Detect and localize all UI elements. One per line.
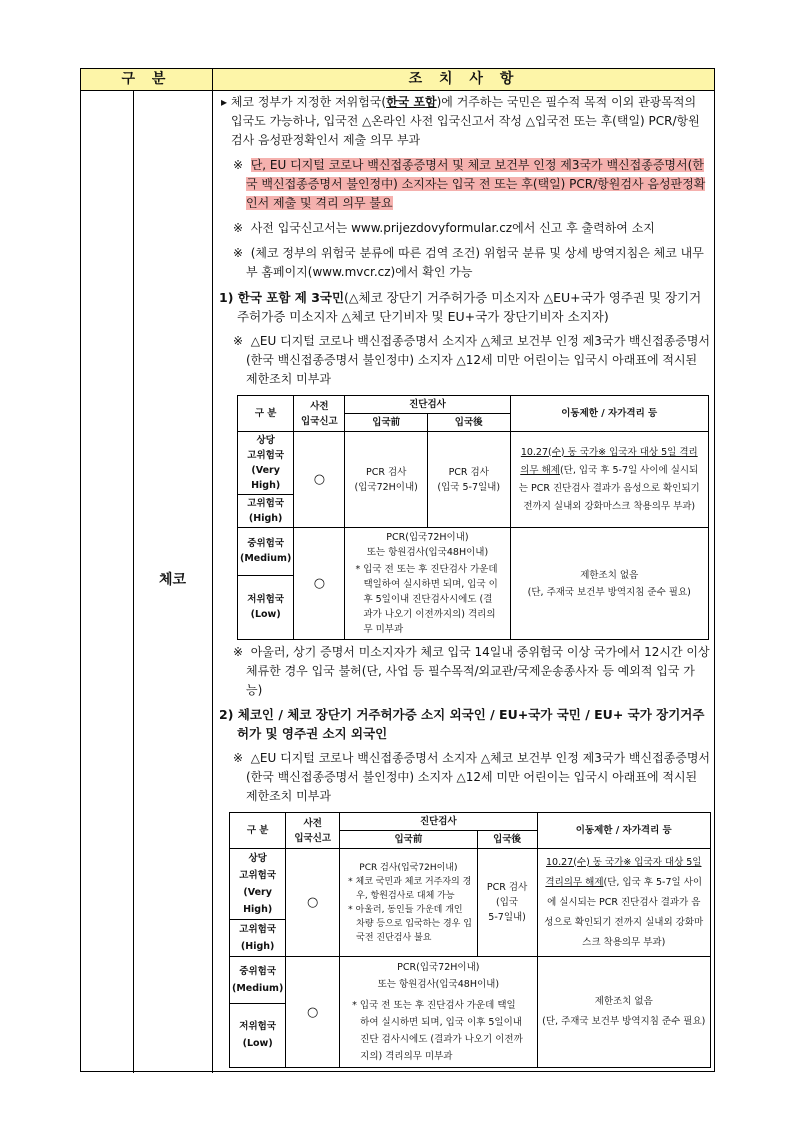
section-1-title-bold: 1) 한국 포함 제 3국민 <box>219 290 345 305</box>
intro-pre: ▸ 체코 정부가 지정한 저위험국( <box>221 95 387 109</box>
header-measures: 조 치 사 항 <box>408 71 520 87</box>
col-before-entry: 입국前 <box>345 414 428 432</box>
note-mark: ※ <box>233 158 244 172</box>
section-2-title: 2) 체코인 / 체코 장단기 거주허가증 소지 외국인 / EU+국가 국민 / EU+ 국가 장기거주허가 및 영주권 소지 외국인 <box>219 707 705 741</box>
table-header <box>81 69 714 91</box>
row-medium: 중위험국 (Medium) <box>238 528 294 576</box>
note-mark: ※ <box>233 334 244 348</box>
note-form <box>219 219 711 238</box>
section-1-title <box>219 288 711 326</box>
high-release-text: 10.27(수) 동 국가※ 입국자 대상 5일 격리의무 해제 <box>545 856 702 888</box>
row-medium: 중위험국 (Medium) <box>230 957 286 1004</box>
high-condition-text: (단, 입국 후 5-7일 사이에 실시되는 PCR 진단검사 결과가 음성으로 확인되기 전까지 실내외 강화마스크 착용의무 부과) <box>518 464 700 512</box>
page-frame <box>80 68 715 1072</box>
cell-low-testing <box>345 528 510 640</box>
note-exemption <box>219 156 711 213</box>
note-mark: ※ <box>233 246 244 260</box>
cell-high-after: PCR 검사 (입국 5-7일내) <box>477 849 537 957</box>
note-text: 단, EU 디지털 코로나 백신접종증명서 및 체코 보건부 인정 제3국가 백신접종증명서(한국 백신접종증명서 불인정中) 소지자는 입국 전 또는 후(택일) PCR/항원검사 음성판정확인서 제출 및 격리 의무 불요 <box>246 158 706 210</box>
cell-low-testing <box>340 957 537 1068</box>
note-text: △EU 디지털 코로나 백신접종증명서 소지자 △체코 보건부 인정 제3국가 백신접종증명서(한국 백신접종증명서 불인정中) 소지자 △12세 미만 어린이는 입국시 아래표에 적시된 제한조치 미부과 <box>246 751 711 803</box>
col-after-entry: 입국後 <box>427 414 510 432</box>
row-very-high: 상당 고위험국 (Very High) <box>238 432 294 495</box>
high-before-text: PCR 검사(입국72H이내) <box>359 862 458 873</box>
col-restrictions: 이동제한 / 자가격리 등 <box>537 813 711 849</box>
cell-high-restrictions <box>537 849 711 957</box>
col-pre-registration: 사전 입국신고 <box>286 813 340 849</box>
measures-content <box>219 93 711 1068</box>
section-1-note <box>219 332 711 389</box>
quarantine-table-2 <box>229 812 711 1068</box>
cell-circle: ○ <box>286 849 340 957</box>
row-very-high: 상당 고위험국 (Very High) <box>230 849 286 920</box>
note-text: △EU 디지털 코로나 백신접종증명서 소지자 △체코 보건부 인정 제3국가 백신접종증명서(한국 백신접종증명서 불인정中) 소지자 △12세 미만 어린이는 입국시 아래표에 적시된 제한조치 미부과 <box>246 334 711 386</box>
row-low: 저위험국 (Low) <box>230 1003 286 1067</box>
note-mark: ※ <box>233 221 244 235</box>
quarantine-table-1 <box>237 395 709 640</box>
note-mark: ※ <box>233 751 244 765</box>
intro-paragraph <box>219 93 711 150</box>
high-before-note-1: * 체코 국민과 체코 거주자의 경우, 항원검사로 대체 가능 <box>348 876 472 901</box>
col-category: 구 분 <box>238 396 294 432</box>
high-release-text: 10.27(수) 동 국가※ 입국자 대상 5일 격리의무 해제 <box>520 446 698 476</box>
section-2-note <box>219 749 711 806</box>
cell-circle: ○ <box>294 528 345 640</box>
col-testing: 진단검사 <box>345 396 510 414</box>
high-before-note-2: * 아울러, 동인들 가운데 개인 차량 등으로 입국하는 경우 입국전 진단검사 불요 <box>348 904 472 943</box>
row-high: 고위험국 (High) <box>238 495 294 528</box>
col-pre-registration: 사전 입국신고 <box>294 396 345 432</box>
cell-low-restrictions: 제한조치 없음 (단, 주재국 보건부 방역지침 준수 필요) <box>537 957 711 1068</box>
row-high: 고위험국 (High) <box>230 920 286 957</box>
section-1-title-rest: (△체코 장단기 거주허가증 미소지자 △EU+국가 영주권 및 장기거주허가증 미소지자 △체코 단기비자 및 EU+국가 장단기비자 소지자) <box>237 290 702 324</box>
col-after-entry: 입국後 <box>477 831 537 849</box>
col-restrictions: 이동제한 / 자가격리 등 <box>510 396 709 432</box>
col-category: 구 분 <box>230 813 286 849</box>
column-divider <box>212 90 213 1073</box>
note-text: 아울러, 상기 증명서 미소지자가 체코 입국 14일내 중위험국 이상 국가에서 12시간 이상 체류한 경우 입국 불허(단, 사업 등 필수목적/외교관/국제운송종사자 등 예외적 입국 가능) <box>246 645 710 697</box>
col-testing: 진단검사 <box>340 813 537 831</box>
low-testing-text: PCR(입국72H이내) 또는 항원검사(입국48H이내) <box>377 962 500 990</box>
col-before-entry: 입국前 <box>340 831 478 849</box>
intro-post: )에 거주하는 국민은 필수적 목적 이외 관광목적의 입국도 가능하나, 입국전 △온라인 사전 입국신고서 작성 △입국전 또는 후(택일) PCR/항원검사 음성판정확인서 제출 의무 부과 <box>231 95 700 147</box>
low-testing-note: * 입국 전 또는 후 진단검사 가운데 택일하여 실시하면 되며, 입국 이후 5일이내 진단검사시에도 (결과가 나오기 이전까지의) 격리의무 미부과 <box>355 564 498 635</box>
intro-bold: 한국 포함 <box>386 95 437 109</box>
row-low: 저위험국 (Low) <box>238 575 294 639</box>
header-category: 구 분 <box>81 69 213 90</box>
note-mark: ※ <box>233 645 244 659</box>
note-text: (체코 정부의 위험국 분류에 따른 검역 조건) 위험국 분류 및 상세 방역지침은 체코 내무부 홈페이지(www.mvcr.cz)에서 확인 가능 <box>246 246 704 279</box>
cell-high-before: PCR 검사 (입국72H이내) <box>345 432 428 528</box>
cell-high-restrictions <box>510 432 709 528</box>
cell-circle: ○ <box>294 432 345 528</box>
high-condition-text: (단, 입국 후 5-7일 사이에 실시되는 PCR 진단검사 결과가 음성으로 확인되기 전까지 실내외 강화마스크 착용의무 부과) <box>544 876 704 948</box>
note-text: 사전 입국신고서는 www.prijezdovyformular.cz에서 신고 후 출력하여 소지 <box>250 221 655 235</box>
cell-high-after: PCR 검사 (입국 5-7일내) <box>427 432 510 528</box>
low-testing-text: PCR(입국72H이내) 또는 항원검사(입국48H이내) <box>366 532 489 558</box>
cell-circle: ○ <box>286 957 340 1068</box>
cell-low-restrictions: 제한조치 없음 (단, 주재국 보건부 방역지침 준수 필요) <box>510 528 709 640</box>
cell-high-before <box>340 849 478 957</box>
low-testing-note: * 입국 전 또는 후 진단검사 가운데 택일하여 실시하면 되며, 입국 이후 5일이내 진단 검사시에도 (결과가 나오기 이전까지의) 격리의무 미부과 <box>352 1000 523 1062</box>
note-classification <box>219 244 711 282</box>
section-1-after-note <box>219 643 711 700</box>
country-label: 체코 <box>158 572 187 588</box>
